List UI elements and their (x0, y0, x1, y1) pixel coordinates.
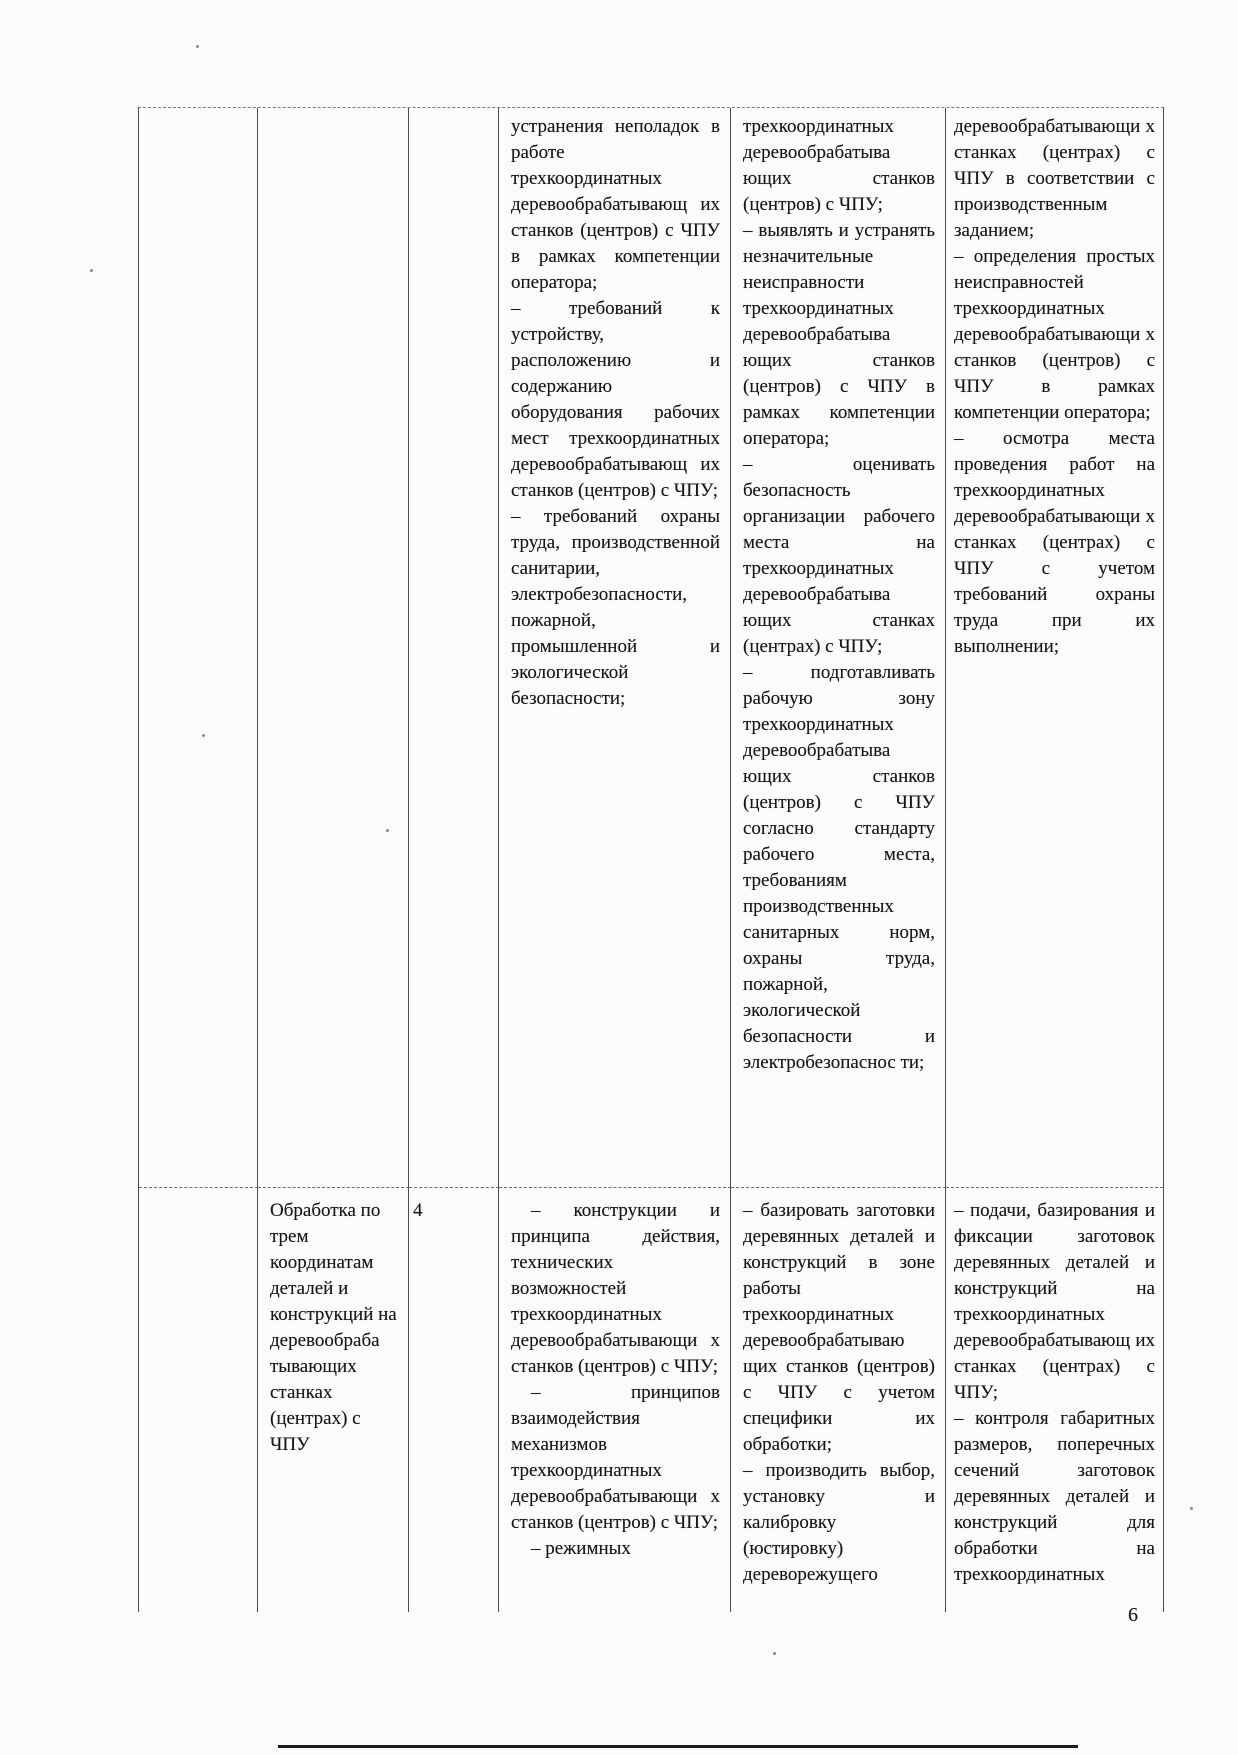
practice-paragraph: – осмотра места проведения работ на трехкоординатных деревообрабатывающи х станках (центрах) с ЧПУ с учетом требований охраны труда при их выполнении; (954, 428, 1155, 657)
practice-paragraph: – определения простых неисправностей трехкоординатных деревообрабатывающи х станков (центров) с ЧПУ в рамках компетенции оператора; (954, 246, 1155, 423)
knowledge-paragraph: – требований к устройству, расположению и содержанию оборудования рабочих мест трехкоординатных деревообрабатывающ их станков (центров) с ЧПУ; (511, 298, 720, 501)
practice-paragraph: деревообрабатывающи х станках (центрах) с ЧПУ в соответствии с производственным заданием; (954, 116, 1155, 241)
cell-row1-col-a-empty (139, 108, 258, 1188)
skills-paragraph: – производить выбор, установку и калибровку (юстировку) дереворежущего (743, 1460, 935, 1585)
cell-row2-skills (731, 1188, 946, 1612)
scan-edge-artifact (278, 1745, 1078, 1748)
skills-paragraph: – выявлять и устранять незначительные неисправности трехкоординатных деревообрабатыва ющих станков (центров) с ЧПУ в рамках компетенции оператора; (743, 220, 935, 449)
practice-paragraph: – подачи, базирования и фиксации заготовок деревянных деталей и конструкций на трехкоординатных деревообрабатывающ их станках (центрах) с ЧПУ; (954, 1200, 1155, 1403)
scan-speck (1190, 1507, 1193, 1510)
knowledge-paragraph: – требований охраны труда, производственной санитарии, электробезопасности, пожарной, промышленной и экологической безопасности; (511, 506, 720, 709)
scan-speck (196, 45, 199, 48)
cell-row1-activity-empty (258, 108, 409, 1188)
cell-row2-hours (409, 1188, 499, 1612)
page-number: 6 (1128, 1604, 1138, 1626)
skills-paragraph: – оценивать безопасность организации рабочего места на трехкоординатных деревообрабатыва ющих станках (центрах) с ЧПУ; (743, 454, 935, 657)
activity-label: Обработка по трем координатам деталей и конструкций на деревообраба тывающих станках (центрах) с ЧПУ (270, 1200, 397, 1455)
skills-paragraph: – подготавливать рабочую зону трехкоординатных деревообрабатыва ющих станков (центров) с ЧПУ согласно стандарту рабочего места, требованиям производственных санитарных норм, охраны труда, пожарной, экологической безопасности и электробезопаснос ти; (743, 662, 935, 1073)
cell-row2-knowledge (499, 1188, 731, 1612)
scan-speck (386, 829, 389, 832)
cell-row1-knowledge (499, 108, 731, 1188)
cell-row2-col-a-empty (139, 1188, 258, 1612)
knowledge-paragraph: – режимных (531, 1538, 631, 1559)
cell-row1-practice (946, 108, 1163, 1188)
cell-row1-skills (731, 108, 946, 1188)
cell-row1-hours-empty (409, 108, 499, 1188)
scan-speck (773, 1652, 776, 1655)
knowledge-paragraph: – конструкции и принципа действия, технических возможностей трехкоординатных деревообрабатывающи х станков (центров) с ЧПУ; (511, 1200, 720, 1377)
knowledge-paragraph: устранения неполадок в работе трехкоординатных деревообрабатывающ их станков (центров) с ЧПУ в рамках компетенции оператора; (511, 116, 720, 293)
knowledge-paragraph: – принципов взаимодействия механизмов трехкоординатных деревообрабатывающи х станков (центров) с ЧПУ; (511, 1382, 720, 1533)
scan-speck (90, 269, 93, 272)
cell-row2-activity (258, 1188, 409, 1612)
skills-paragraph: – базировать заготовки деревянных деталей и конструкций в зоне работы трехкоординатных деревообрабатываю щих станков (центров) с ЧПУ с учетом специфики их обработки; (743, 1200, 935, 1455)
cell-row2-practice (946, 1188, 1163, 1612)
hours-value: 4 (413, 1200, 423, 1221)
scan-speck (202, 734, 205, 737)
practice-paragraph: – контроля габаритных размеров, поперечных сечений заготовок деревянных деталей и конструкций для обработки на трехкоординатных (954, 1408, 1155, 1585)
curriculum-table (138, 107, 1164, 1612)
skills-paragraph: трехкоординатных деревообрабатыва ющих станков (центров) с ЧПУ; (743, 116, 935, 215)
